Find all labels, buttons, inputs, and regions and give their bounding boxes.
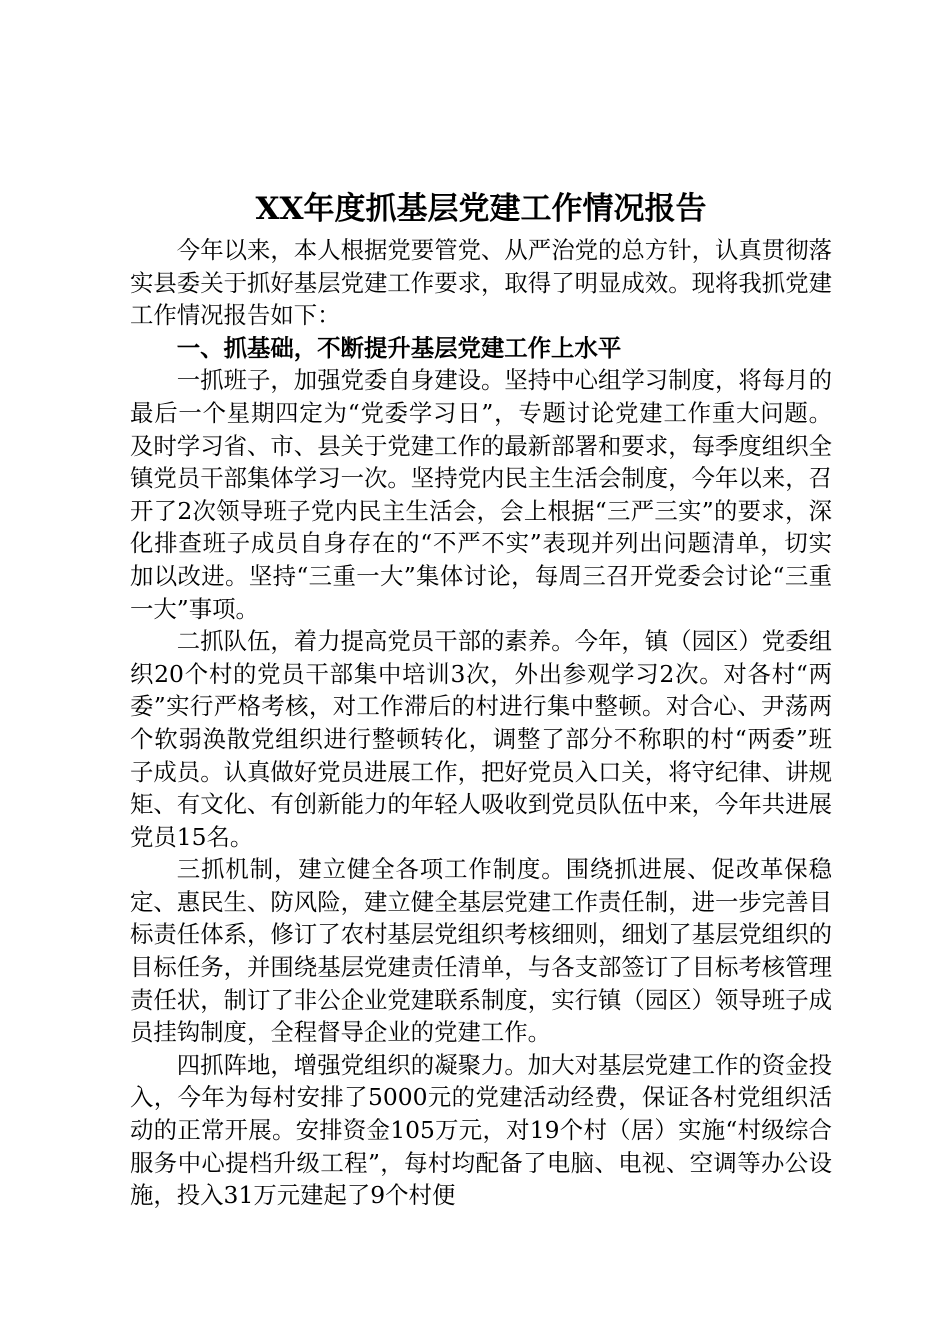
intro-paragraph: 今年以来，本人根据党要管党、从严治党的总方针，认真贯彻落实县委关于抓好基层党建工作要求，取得了明显成效。现将我抓党建工作情况报告如下： <box>130 236 832 330</box>
body-paragraph-2: 二抓队伍，着力提高党员干部的素养。今年，镇（园区）党委组织20个村的党员干部集中培训3次，外出参观学习2次。对各村“两委”实行严格考核，对工作滞后的村进行集中整顿。对合心、尹荡两个软弱涣散党组织进行整顿转化，调整了部分不称职的村“两委”班子成员。认真做好党员进展工作，把好党员入口关，将守纪律、讲规矩、有文化、有创新能力的年轻人吸收到党员队伍中来，今年共进展党员15名。 <box>130 627 832 851</box>
body-paragraph-4: 四抓阵地，增强党组织的凝聚力。加大对基层党建工作的资金投入，今年为每村安排了5000元的党建活动经费，保证各村党组织活动的正常开展。安排资金105万元，对19个村（居）实施“村级综合服务中心提档升级工程”，每村均配备了电脑、电视、空调等办公设施，投入31万元建起了9个村便 <box>130 1050 832 1210</box>
document-page <box>130 186 832 1212</box>
body-paragraph-3: 三抓机制，建立健全各项工作制度。围绕抓进展、促改革保稳定、惠民生、防风险，建立健全基层党建工作责任制，进一步完善目标责任体系，修订了农村基层党组织考核细则，细划了基层党组织的目标任务，并围绕基层党建责任清单，与各支部签订了目标考核管理责任状，制订了非公企业党建联系制度，实行镇（园区）领导班子成员挂钩制度，全程督导企业的党建工作。 <box>130 855 832 1047</box>
section-heading-1: 一、抓基础，不断提升基层党建工作上水平 <box>176 333 622 362</box>
document-title: XX年度抓基层党建工作情况报告 <box>255 191 707 227</box>
body-paragraph-1: 一抓班子，加强党委自身建设。坚持中心组学习制度，将每月的最后一个星期四定为“党委学习日”，专题讨论党建工作重大问题。及时学习省、市、县关于党建工作的最新部署和要求，每季度组织全镇党员干部集体学习一次。坚持党内民主生活会制度，今年以来，召开了2次领导班子党内民主生活会，会上根据“三严三实”的要求，深化排查班子成员自身存在的“不严不实”表现并列出问题清单，切实加以改进。坚持“三重一大”集体讨论，每周三召开党委会讨论“三重一大”事项。 <box>130 366 832 623</box>
